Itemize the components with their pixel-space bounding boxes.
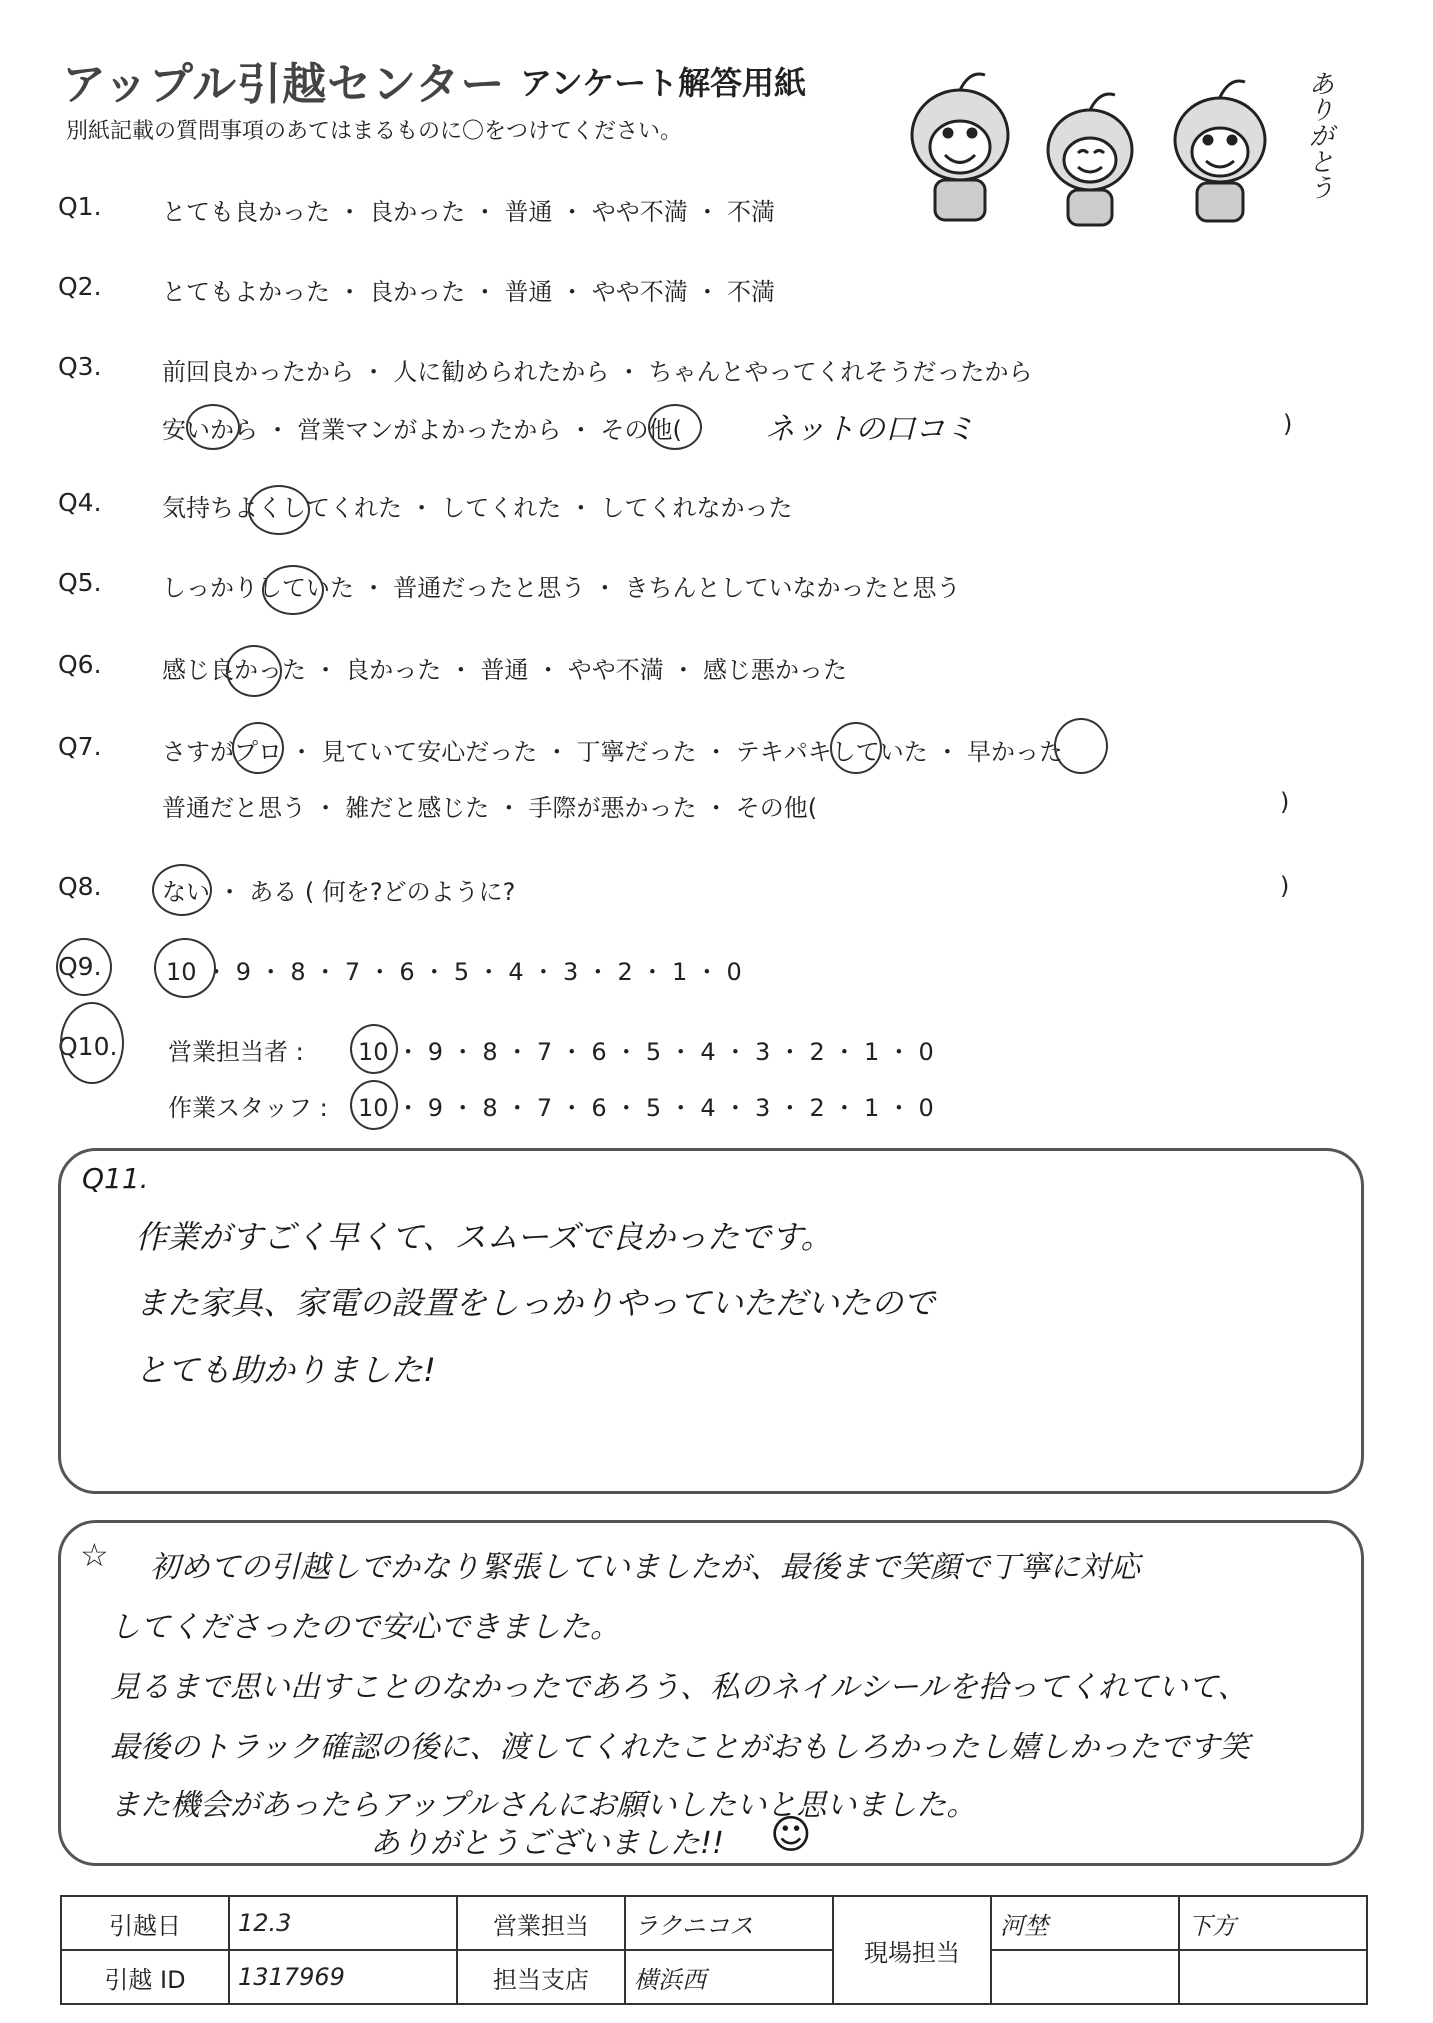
answer-circle: [226, 645, 282, 697]
q1-options: とても良かった ・ 良かった ・ 普通 ・ やや不満 ・ 不満: [162, 198, 776, 226]
mascot-illustration: [900, 55, 1360, 235]
answer-circle: [154, 938, 216, 998]
sales-value: ラクニコス: [625, 1896, 833, 1950]
q5-label: Q5.: [58, 568, 102, 597]
q7-options-line2: 普通だと思う ・ 雑だと感じた ・ 手際が悪かった ・ その他(: [162, 794, 818, 822]
q8-close-paren: ): [1280, 872, 1290, 900]
q7-label: Q7.: [58, 732, 102, 761]
q11-line: 作業がすごく早くて、スムーズで良かったです。: [135, 1218, 833, 1256]
comment-line: 初めての引越しでかなり緊張していましたが、最後まで笑顔で丁寧に対応: [150, 1550, 1140, 1585]
site-staff-2: 下方: [1179, 1896, 1367, 1950]
q10-staff-scale: 10 ・ 9 ・ 8 ・ 7 ・ 6 ・ 5 ・ 4 ・ 3 ・ 2 ・ 1 ・ 0: [358, 1094, 934, 1122]
q9-scale: 10 ・ 9 ・ 8 ・ 7 ・ 6 ・ 5 ・ 4 ・ 3 ・ 2 ・ 1 ・ 0: [166, 958, 742, 986]
q3-label: Q3.: [58, 352, 102, 381]
brand-title: アップル引越センター: [62, 59, 506, 110]
answer-circle: [248, 485, 310, 535]
q4-options: 気持ちよくしてくれた ・ してくれた ・ してくれなかった: [162, 494, 793, 522]
q10-staff-label: 作業スタッフ :: [168, 1094, 328, 1122]
answer-circle: [648, 404, 702, 450]
answer-circle: [232, 722, 284, 774]
q8-options: ない ・ ある ( 何を?どのように?: [162, 878, 516, 906]
q8-label: Q8.: [58, 872, 102, 901]
answer-circle: [350, 1080, 398, 1130]
q2-options: とてもよかった ・ 良かった ・ 普通 ・ やや不満 ・ 不満: [162, 278, 776, 306]
q1-label: Q1.: [58, 192, 102, 221]
mascot-monkey-right: [1175, 81, 1265, 221]
comment-line: また機会があったらアップルさんにお願いしたいと思いました。: [110, 1788, 977, 1823]
q7-close-paren: ): [1280, 788, 1290, 816]
q6-options: 感じ良かった ・ 良かった ・ 普通 ・ やや不満 ・ 感じ悪かった: [162, 656, 848, 684]
answer-circle: [60, 1002, 124, 1084]
q5-options: しっかりしていた ・ 普通だったと思う ・ きちんとしていなかったと思う: [162, 574, 961, 602]
comment-line: 最後のトラック確認の後に、渡してくれたことがおもしろかったし嬉しかったです笑: [110, 1730, 1250, 1765]
q10-label: Q10.: [58, 1032, 118, 1061]
q3-other-answer: ネットの口コミ: [765, 412, 975, 447]
q2-label: Q2.: [58, 272, 102, 301]
answer-circle: [186, 404, 240, 450]
q3-close-paren: ): [1283, 410, 1293, 438]
q9-label: Q9.: [58, 952, 102, 981]
move-date-label: 引越日: [61, 1896, 229, 1950]
site-staff-1: 河埜: [991, 1896, 1179, 1950]
answer-circle: [830, 722, 882, 774]
branch-label: 担当支店: [457, 1950, 625, 2004]
site-staff-empty-1: [991, 1950, 1179, 2004]
q3-options-line2: 安いから ・ 営業マンがよかったから ・ その他(: [162, 416, 682, 444]
q6-label: Q6.: [58, 650, 102, 679]
site-staff-empty-2: [1179, 1950, 1367, 2004]
site-label: 現場担当: [833, 1896, 991, 2004]
q11-line: また家具、家電の設置をしっかりやっていただいたので: [135, 1284, 936, 1322]
q7-options-line1: さすがプロ ・ 見ていて安心だった ・ 丁寧だった ・ テキパキしていた ・ 早かった: [162, 738, 1064, 766]
smiley-icon: ☺: [770, 1812, 812, 1858]
move-date-value: 12.3: [229, 1896, 457, 1950]
mascot-monkey-left: [912, 74, 1008, 220]
move-id-value: 1317969: [229, 1950, 457, 2004]
q10-sales-label: 営業担当者 :: [168, 1038, 304, 1066]
answer-circle: [350, 1024, 398, 1074]
comment-line: ありがとうございました!!: [370, 1826, 725, 1861]
q10-sales-scale: 10 ・ 9 ・ 8 ・ 7 ・ 6 ・ 5 ・ 4 ・ 3 ・ 2 ・ 1 ・ 0: [358, 1038, 934, 1066]
answer-circle: [56, 938, 112, 996]
thanks-text: ありがとう: [1304, 70, 1334, 200]
mascot-monkey-middle: [1048, 94, 1132, 225]
q4-label: Q4.: [58, 488, 102, 517]
q11-label: Q11.: [82, 1162, 149, 1195]
sales-label: 営業担当: [457, 1896, 625, 1950]
q11-line: とても助かりました!: [135, 1351, 436, 1389]
move-id-label: 引越 ID: [61, 1950, 229, 2004]
q3-options-line1: 前回良かったから ・ 人に勧められたから ・ ちゃんとやってくれそうだったから: [162, 358, 1033, 386]
form-title: アンケート解答用紙: [520, 64, 807, 102]
info-table: [60, 1895, 1368, 2005]
comment-line: してくださったので安心できました。: [110, 1610, 620, 1645]
answer-circle: [152, 864, 212, 916]
answer-circle: [1054, 718, 1108, 774]
instructions: 別紙記載の質問事項のあてはまるものに〇をつけてください。: [66, 119, 683, 144]
star-mark: ☆: [80, 1536, 109, 1574]
branch-value: 横浜西: [625, 1950, 833, 2004]
comment-line: 見るまで思い出すことのなかったであろう、私のネイルシールを拾ってくれていて、: [110, 1670, 1248, 1705]
answer-circle: [262, 565, 324, 615]
